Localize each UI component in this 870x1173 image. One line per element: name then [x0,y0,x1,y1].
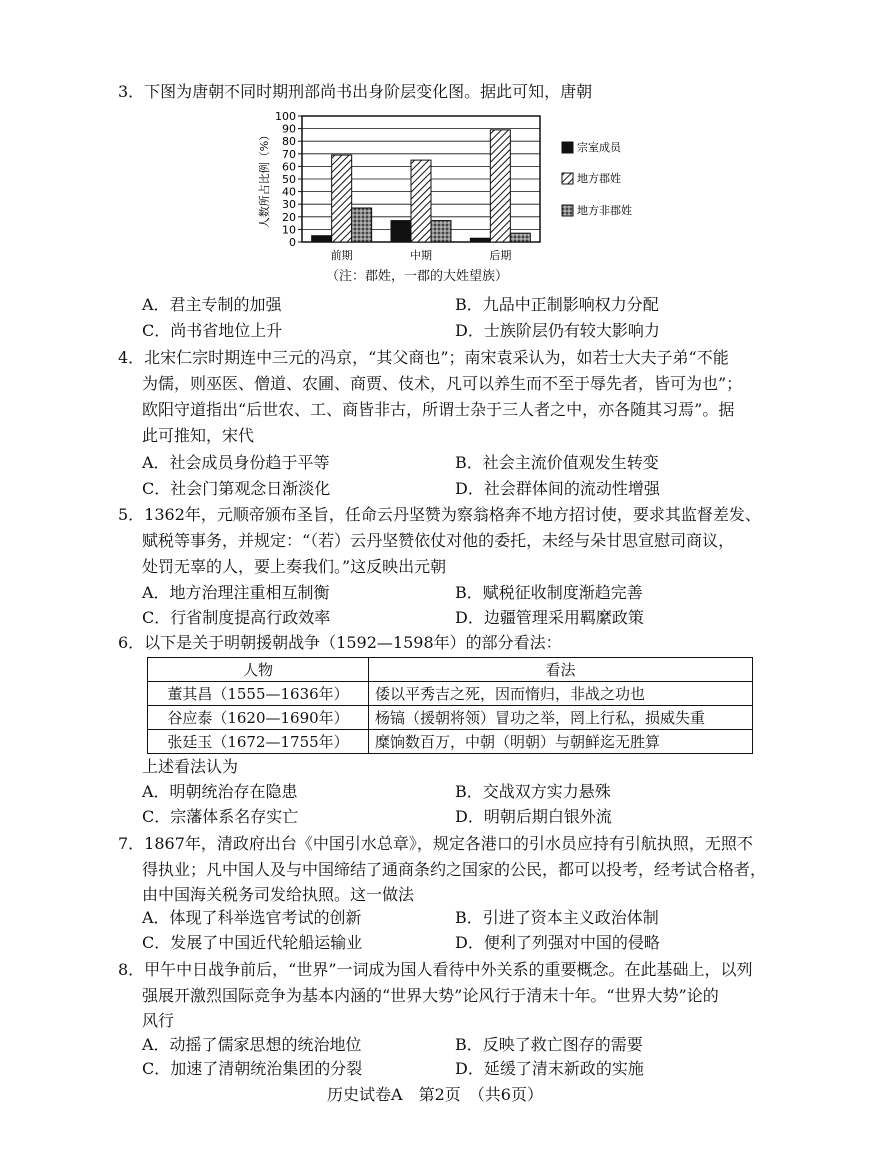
y-axis-label: 人数所占比例（%） [258,129,271,229]
y-tick-label: 60 [282,160,296,174]
q4-option-b[interactable]: B．社会主流价值观发生转变 [455,453,659,472]
page-footer: 历史试卷A 第2页 （共6页） [327,1085,543,1104]
table-header-row [148,658,753,682]
bar [352,208,372,242]
q4-option-a[interactable]: A．社会成员身份趋于平等 [142,453,330,472]
bar [470,238,490,242]
q5-option-a[interactable]: A．地方治理注重相互制衡 [142,583,330,602]
q8-option-c[interactable]: C．加速了清朝统治集团的分裂 [142,1059,363,1078]
bar [411,160,431,242]
legend-label: 地方非郡姓 [577,204,632,217]
q5-line-3: 处罚无辜的人，要上奏我们。”这反映出元朝 [142,557,447,576]
legend-swatch [562,205,573,216]
legend-swatch [562,173,573,184]
q7-line-2: 得执业；凡中国人及与中国缔结了通商条约之国家的公民，都可以投考，经考试合格者， [142,860,767,879]
bar [431,221,451,242]
y-tick-label: 90 [282,122,296,136]
bar [332,155,352,242]
legend-swatch [562,142,573,153]
q4-line-4: 此可推知，宋代 [142,426,255,445]
x-tick-label: 前期 [330,249,353,262]
q6-option-a[interactable]: A．明朝统治存在隐患 [142,782,298,801]
table-row [148,730,753,754]
q7-option-c[interactable]: C．发展了中国近代轮船运输业 [142,933,363,952]
y-tick-label: 80 [282,135,296,149]
q3-option-a[interactable]: A．君主专制的加强 [142,295,282,314]
table-header-person: 人物 [148,658,369,682]
chart-note: （注：郡姓，一郡的大姓望族） [326,269,509,284]
q5-option-d[interactable]: D．边疆管理采用羁縻政策 [455,608,644,627]
x-tick-label: 后期 [489,249,512,262]
x-tick-label: 中期 [410,249,432,262]
q5-line-1: 5．1362年，元顺帝颁布圣旨，任命云丹坚赞为察翁格奔不地方招讨使，要求其监督差发、 [118,505,761,524]
table-cell-person: 谷应泰（1620—1690年） [148,706,369,730]
q3-option-d[interactable]: D．士族阶层仍有较大影响力 [455,321,660,340]
table-cell-view: 倭以平秀吉之死，因而惰归，非战之功也 [369,682,753,706]
q6-option-c[interactable]: C．宗藩体系名存实亡 [142,807,299,826]
table-cell-view: 杨镐（援朝将领）冒功之举，罔上行私，损威失重 [369,706,753,730]
y-tick-label: 20 [282,210,296,224]
bar [312,236,332,242]
q7-option-a[interactable]: A．体现了科举选官考试的创新 [142,908,362,927]
legend-label: 宗室成员 [577,141,621,154]
q4-line-1: 4．北宋仁宗时期连中三元的冯京，“其父商也”；南宋袁采认为，如若士大夫子弟“不能 [118,348,729,367]
y-tick-label: 50 [282,173,296,186]
q5-line-2: 赋税等事务，并规定：“（若）云丹坚赞依仗对他的委托，未经与朵甘思宣慰司商议， [142,531,735,550]
q6-table [147,657,753,754]
y-tick-label: 30 [282,198,296,212]
q8-option-b[interactable]: B．反映了救亡图存的需要 [455,1035,643,1054]
q4-line-2: 为儒，则巫医、僧道、农圃、商贾、伎术，凡可以养生而不至于辱先者，皆可为也”； [142,374,743,393]
q6-option-b[interactable]: B．交战双方实力悬殊 [455,782,611,801]
y-tick-label: 0 [289,236,296,249]
q4-line-3: 欧阳守道指出“后世农、工、商皆非古，所谓士杂于三人者之中，亦各随其习焉”。据 [142,400,735,419]
q8-option-d[interactable]: D．延缓了清末新政的实施 [455,1059,644,1078]
table-cell-view: 糜饷数百万，中朝（明朝）与朝鲜迄无胜算 [369,730,753,754]
q7-option-d[interactable]: D．便利了列强对中国的侵略 [455,933,660,952]
legend-label: 地方郡姓 [577,172,621,185]
q5-option-b[interactable]: B．赋税征收制度渐趋完善 [455,583,643,602]
q5-option-c[interactable]: C．行省制度提高行政效率 [142,608,331,627]
q6-stem: 6．以下是关于明朝援朝战争（1592—1598年）的部分看法： [118,633,562,652]
bar [510,233,530,242]
q6-option-d[interactable]: D．明朝后期白银外流 [455,807,612,826]
q7-option-b[interactable]: B．引进了资本主义政治体制 [455,908,659,927]
table-row [148,682,753,706]
bar-chart [254,108,654,268]
q4-option-c[interactable]: C．社会门第观念日渐淡化 [142,479,331,498]
bar [391,221,411,242]
y-tick-label: 100 [275,110,296,123]
table-cell-person: 张廷玉（1672—1755年） [148,730,369,754]
q8-option-a[interactable]: A．动摇了儒家思想的统治地位 [142,1035,362,1054]
q7-line-1: 7．1867年，清政府出台《中国引水总章》，规定各港口的引水员应持有引航执照，无照不 [118,834,753,853]
bar [490,130,510,242]
y-tick-label: 10 [282,223,296,237]
q6-after: 上述看法认为 [142,757,239,776]
y-tick-label: 70 [282,147,296,161]
q8-line-3: 风行 [142,1011,175,1030]
q3-option-b[interactable]: B．九品中正制影响权力分配 [455,295,659,314]
q8-line-1: 8．甲午中日战争前后，“世界”一词成为国人看待中外关系的重要概念。在此基础上，以列 [118,960,753,979]
q3-option-c[interactable]: C．尚书省地位上升 [142,321,283,340]
table-cell-person: 董其昌（1555—1636年） [148,682,369,706]
q4-option-d[interactable]: D．社会群体间的流动性增强 [455,479,660,498]
q3-chart [254,108,654,268]
q7-line-3: 由中国海关税务司发给执照。这一做法 [142,885,415,904]
q8-line-2: 强展开激烈国际竞争为基本内涵的“世界大势”论风行于清末十年。“世界大势”论的 [142,986,719,1005]
table-header-view: 看法 [369,658,753,682]
table-row [148,706,753,730]
q3-stem: 3．下图为唐朝不同时期刑部尚书出身阶层变化图。据此可知，唐朝 [118,82,593,101]
y-tick-label: 40 [282,185,296,199]
